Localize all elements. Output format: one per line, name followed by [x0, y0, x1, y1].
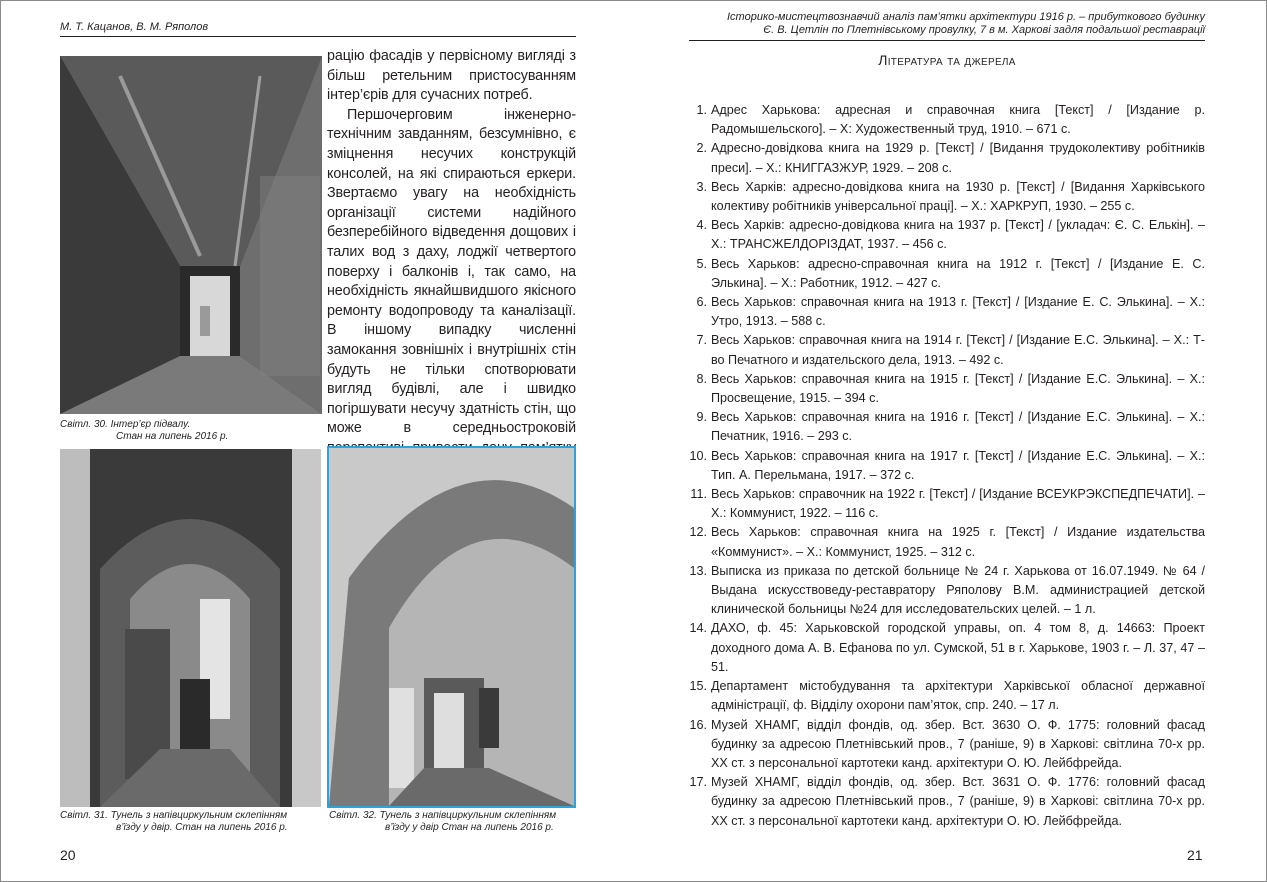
running-head-title-line2: Є. В. Цетлін по Плетнівському провулку, 7 в м. Харкові задля подальшої реставрації — [763, 24, 1205, 36]
reference-text: Весь Харьков: справочная книга на 1913 г. [Текст] / [Издание Е. С. Элькина]. – Х.: Утро, 1913. – 588 с. — [711, 295, 1205, 329]
caption-photo-30-line1: Світл. 30. Інтер’єр підвалу. — [60, 419, 191, 430]
reference-number: 11. — [690, 487, 707, 502]
reference-number: 3. — [696, 179, 707, 194]
reference-item — [683, 408, 1205, 446]
references-list — [683, 101, 1205, 831]
right-page — [633, 0, 1267, 882]
page-number-right: 21 — [1187, 847, 1203, 863]
reference-text: Выписка из приказа по детской больнице № 24 г. Харькова от 16.07.1949. № 64 / Выдана искусствоведу-реставратору Ряполову В.М. администрацией детской клинической больницы №24 для исследовательских целей. – 1 л. — [711, 563, 1205, 617]
running-head-title-line1: Історико-мистецтвознавчий аналіз пам’ятки архітектури 1916 р. – прибуткового будинку — [727, 11, 1205, 23]
body-text — [327, 47, 576, 478]
left-page — [0, 0, 633, 882]
reference-text: Весь Харьков: справочная книга на 1917 г. [Текст] / [Издание Е.С. Элькина]. – Х.: Тип. А. Перельмана, 1917. – 372 с. — [711, 448, 1205, 482]
caption-photo-31 — [60, 810, 288, 834]
page-number-left: 20 — [60, 847, 76, 863]
reference-number: 13. — [689, 563, 707, 578]
reference-number: 4. — [696, 218, 707, 233]
body-paragraph-2: Першочерговим інженерно-технічним завданням, безсумнівно, є зміцнення несучих конструкцій консолей, на які спираються еркери. Звертаємо увагу на необхідність організації системи надійного безперебійного відведення дощових і талих вод з даху, лоджії четвертого поверху і балконів і, так само, на необхідність якнайшвидшого якісного ремонту водопроводу та каналізації. В іншому випадку численні замокання зовнішніх і внутрішніх стін будуть не тільки спотворювати вигляд будівлі, але і швидко погіршувати несучу здатність стін, що може в середньостроковій — [327, 106, 576, 437]
reference-item — [683, 101, 1205, 139]
reference-item — [683, 293, 1205, 331]
reference-item — [683, 773, 1205, 831]
reference-number: 2. — [696, 141, 707, 156]
reference-item — [683, 370, 1205, 408]
photo-tunnel-32 — [327, 446, 576, 808]
reference-item — [683, 523, 1205, 561]
reference-number: 15. — [689, 679, 707, 694]
reference-item — [683, 677, 1205, 715]
reference-number: 1. — [696, 103, 707, 117]
running-head-authors: М. Т. Кацанов, В. М. Ряполов — [60, 21, 209, 33]
reference-number: 12. — [689, 525, 707, 540]
photo-basement-interior — [60, 56, 322, 414]
reference-text: Весь Харьков: справочная книга на 1916 г. [Текст] / [Издание Е.С. Элькина]. – Х.: Печатник, 1916. – 293 с. — [711, 410, 1205, 444]
reference-number: 17. — [689, 775, 707, 790]
reference-text: Музей ХНАМГ, відділ фондів, од. збер. Вст. 3631 О. Ф. 1776: головний фасад будинку за адресою Плетнівський пров., 7 (раніше, 9) в Харкові: світлина 70-х рр. ХХ ст. з персональної картотеки канд. архітектури О. Ю. Лейбфрейда. — [711, 775, 1205, 828]
caption-photo-32-line2: в’їзду у двір Стан на липень 2016 р. — [385, 822, 554, 833]
caption-photo-31-line2: в’їзду у двір. Стан на липень 2016 р. — [116, 822, 288, 833]
reference-number: 5. — [696, 256, 707, 271]
reference-number: 6. — [696, 295, 707, 310]
caption-photo-30-line2: Стан на липень 2016 р. — [116, 431, 229, 442]
reference-text: Весь Харків: адресно-довідкова книга на 1930 р. [Текст] / [Видання Харківського колективу робітників універсальної праці]. – Х.: ХАРКРУП, 1930. – 255 с. — [711, 179, 1205, 214]
reference-item — [683, 485, 1205, 523]
reference-number: 9. — [696, 410, 707, 425]
header-rule-right — [689, 40, 1205, 41]
reference-text: Весь Харьков: справочная книга на 1914 г. [Текст] / [Издание Е.С. Элькина]. – Х.: Т-во Печатного и издательского дела, 1913. – 492 с. — [711, 333, 1205, 367]
reference-number: 8. — [696, 371, 707, 386]
reference-item — [683, 716, 1205, 774]
reference-text: Адресно-довідкова книга на 1929 р. [Текст] / [Видання трудоколективу робітників преси]. – Х.: КНИГГАЗЖУР, 1929. – 208 с. — [711, 141, 1205, 175]
reference-number: 10. — [689, 448, 707, 463]
reference-item — [683, 139, 1205, 177]
reference-text: Департамент містобудування та архітектури Харківської обласної державної адміністрації, ф. Відділу охорони пам’яток, спр. 240. – 17 л. — [711, 679, 1205, 713]
reference-text: Музей ХНАМГ, відділ фондів, од. збер. Вст. 3630 О. Ф. 1775: головний фасад будинку за адресою Плетнівський пров., 7 (раніше, 9) в Харкові: світлина 70-х рр. ХХ ст. з персональної картотеки канд. архітектури О. Ю. Лейбфрейда. — [711, 717, 1205, 770]
reference-item — [683, 178, 1205, 216]
reference-item — [683, 447, 1205, 485]
reference-text: Весь Харьков: справочная книга на 1925 г. [Текст] / Издание издательства «Коммунист». – Х.: Коммунист, 1925. – 312 с. — [711, 525, 1205, 559]
header-rule — [60, 36, 576, 37]
reference-number: 14. — [689, 621, 707, 636]
caption-photo-31-line1: Світл. 31. Тунель з напівциркульним склепінням — [60, 810, 288, 821]
reference-number: 7. — [696, 333, 707, 348]
reference-number: 16. — [689, 717, 707, 732]
running-head-title — [689, 11, 1205, 37]
reference-item — [683, 255, 1205, 293]
reference-text: ДАХО, ф. 45: Харьковской городской управы, оп. 4 том 8, д. 14663: Проект доходного дома А. В. Ефанова по ул. Сумской, 51 в г. Харькове, 1903 г. – Л. 37, 47 – 51. — [711, 621, 1205, 674]
body-paragraph-1: рацію фасадів у первісному вигляді з більш ретельним пристосуванням інтер’єрів для сучасних потреб. — [327, 48, 576, 104]
section-title: Література та джерела — [878, 52, 1016, 68]
caption-photo-30 — [60, 419, 228, 443]
reference-item — [683, 216, 1205, 254]
reference-text: Весь Харьков: справочная книга на 1915 г. [Текст] / [Издание Е.С. Элькина]. – Х.: Просвещение, 1915. – 394 с. — [711, 371, 1205, 406]
reference-item — [683, 619, 1205, 677]
caption-photo-32 — [329, 810, 556, 834]
reference-text: Весь Харьков: адресно-справочная книга на 1912 г. [Текст] / [Издание Е. С. Элькина]. – Х.: Работник, 1912. – 427 с. — [711, 256, 1205, 290]
reference-item — [683, 331, 1205, 369]
reference-item — [683, 562, 1205, 620]
caption-photo-32-line1: Світл. 32. Тунель з напівциркульним склепінням — [329, 810, 557, 821]
reference-text: Весь Харків: адресно-довідкова книга на 1937 р. [Текст] / [укладач: Є. С. Елькін]. – Х.: ТРАНСЖЕЛДОРІЗДАТ, 1937. – 456 с. — [711, 218, 1205, 252]
photo-tunnel-31 — [60, 449, 321, 807]
reference-text: Адрес Харькова: адресная и справочная книга [Текст] / [Издание р. Радомышельского]. – Х: Художественный труд, 1910. – 671 с. — [711, 103, 1205, 137]
reference-text: Весь Харьков: справочник на 1922 г. [Текст] / [Издание ВСЕУКРЭКСПЕДПЕЧАТИ]. – Х.: Коммунист, 1922. – 116 с. — [711, 487, 1205, 521]
